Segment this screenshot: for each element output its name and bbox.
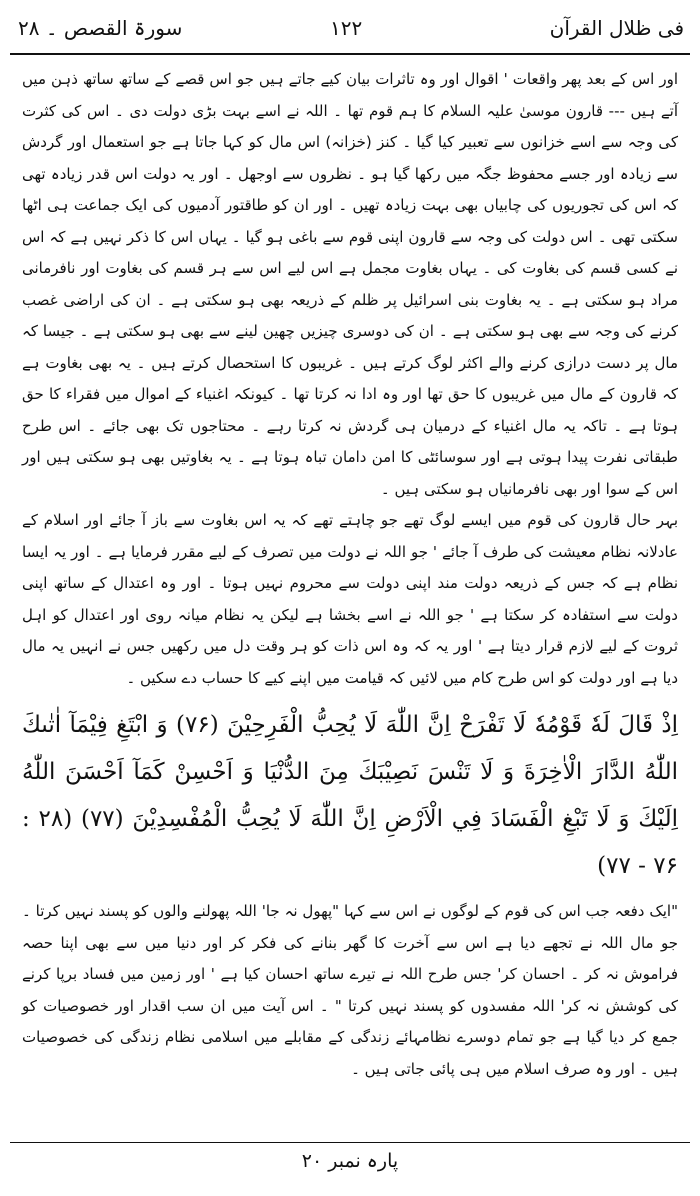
para-number: پارہ نمبر ۲۰ bbox=[301, 1150, 399, 1172]
page-number: ۱۲۲ bbox=[330, 16, 363, 40]
header-divider bbox=[10, 53, 690, 55]
surah-part-label: سورۃ القصص ۔ ۲۸ bbox=[18, 16, 183, 40]
quran-verse: اِذْ قَالَ لَهٗ قَوْمُهٗ لَا تَفْرَحْ اِنَّ اللّٰهَ لَا يُحِبُّ الْفَرِحِيْنَ (۷۶) وَ ابْتَغِ فِيْمَآ اٰتٰىكَ اللّٰهُ الدَّارَ الْاٰخِرَةَ وَ لَا تَنْسَ نَصِيْبَكَ مِنَ الدُّنْيَا وَ اَحْسِنْ كَمَآ اَحْسَنَ اللّٰهُ اِلَيْكَ وَ لَا تَبْغِ الْفَسَادَ فِي الْاَرْضِ اِنَّ اللّٰهَ لَا يُحِبُّ الْمُفْسِدِيْنَ (۷۷) (۲۸ : ۷۶ - ۷۷) bbox=[22, 712, 678, 879]
footer-divider bbox=[10, 1142, 690, 1143]
page-header bbox=[10, 8, 690, 54]
paragraph-1: اور اس کے بعد پھر واقعات ' اقوال اور وہ تاثرات بیان کیے جاتے ہیں جو اس قصے کے ساتھ ساتھ ذہن میں آتے ہیں --- قارون موسیٰ علیہ السلام کا ہم قوم تھا ۔ اللہ نے اسے بہت بڑی دولت دی ۔ اس کی کثرت کی وجہ سے اسے خزانوں سے تعبیر کیا گیا ۔ کنز (خزانہ) اس مال کو کہا جاتا ہے جو استعمال اور گردش سے زیادہ اور جسے محفوظ جگہ میں رکھا گیا ہو ۔ نظروں سے اوجھل ۔ اور یہ دولت اس قدر زیادہ تھی کہ اس کی تجوریوں کی چابیاں بھی بہت زیادہ تھیں ۔ اور ان کو طاقتور آدمیوں کی ایک جماعت ہی اٹھا سکتی تھی ۔ اس دولت کی وجہ سے قارون اپنی قوم سے باغی ہو گیا ۔ یہاں اس کا ذکر نہیں ہے کہ اس نے کسی قسم کی بغاوت کی ۔ یہاں بغاوت مجمل ہے اس لیے اس سے ہر قسم کی بغاوت اور نافرمانی مراد ہو سکتی ہے ۔ یہ بغاوت بنی اسرائیل پر ظلم کے ذریعہ بھی ہو سکتی ہے ۔ ان کی اراضی غصب کرنے کی وجہ سے بھی ہو سکتی ہے ۔ ان کی دوسری چیزیں چھین لینے سے بھی ہو سکتی ہے ۔ جیسا کہ مال پر دست درازی کرنے والے اکثر لوگ کرتے ہیں ۔ غریبوں کا استحصال کرتے ہیں ۔ یہ بھی بغاوت ہے کہ قارون کے مال میں غریبوں کا حق تھا اور وہ ادا نہ کرتا تھا ۔ کیونکہ اغنیاء کے اموال میں فقراء کا حق ہوتا ہے ۔ تاکہ یہ مال اغنیاء کے درمیان ہی گردش نہ کرتا رہے ۔ محتاجوں تک بھی جائے ۔ اس طرح طبقاتی نفرت پیدا ہوتی ہے اور سوسائٹی کا امن دامان تباہ ہوتا ہے ۔ یہ بغاوتیں بھی ہو سکتی ہیں اور اس کے سوا اور بھی نافرمانیاں ہو سکتی ہیں ۔ bbox=[22, 70, 678, 498]
book-title: فی ظلال القرآن bbox=[549, 16, 684, 40]
page-body bbox=[22, 64, 678, 1085]
paragraph-3: "ایک دفعہ جب اس کی قوم کے لوگوں نے اس سے کہا "پھول نہ جا' اللہ پھولنے والوں کو پسند نہیں کرتا ۔ جو مال اللہ نے تجھے دیا ہے اس سے آخرت کا گھر بنانے کی فکر کر اور دنیا میں سے بھی اپنا حصہ فراموش نہ کر ۔ احسان کر' جس طرح اللہ نے تیرے ساتھ احسان کیا ہے ' اور زمین میں فساد برپا کرنے کی کوشش نہ کر' اللہ مفسدوں کو پسند نہیں کرتا " ۔ اس آیت میں ان سب اقدار اور خصوصیات کو جمع کر دیا گیا ہے جو تمام دوسرے نظامہائے زندگی کے مقابلے میں اسلامی نظام زندگی کی خصوصیات ہیں ۔ اور وہ صرف اسلام میں ہی پائی جاتی ہیں ۔ bbox=[22, 902, 678, 1078]
paragraph-2: بہر حال قارون کی قوم میں ایسے لوگ تھے جو چاہتے تھے کہ یہ اس بغاوت سے باز آ جائے اور اسلام کے عادلانہ نظام معیشت کی طرف آ جائے ' جو اللہ نے دولت میں تصرف کے لیے مقرر فرمایا ہے ۔ اور یہ ایسا نظام ہے کہ جس کے ذریعہ دولت مند اپنی دولت سے محروم نہیں ہوتا ۔ اور وہ اعتدال کے ساتھ اپنی دولت سے استفادہ کر سکتا ہے ' جو اللہ نے اسے بخشا ہے لیکن یہ نظام میانہ روی اور اعتدال کو اہل ثروت کے لیے لازم قرار دیتا ہے ' اور یہ کہ وہ اس ذات کو ہر وقت دل میں رکھیں جس نے انہیں یہ مال دیا ہے اور دولت کو اس طرح کام میں لائیں کہ قیامت میں اپنے کیے کا حساب دے سکیں ۔ bbox=[22, 511, 678, 687]
